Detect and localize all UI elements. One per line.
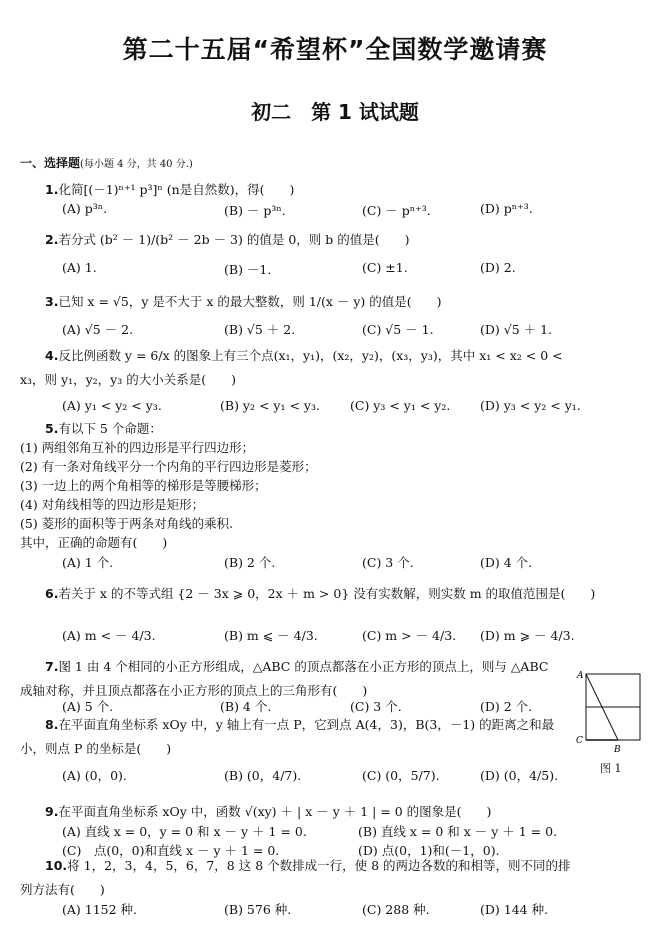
option-b[interactable]: (B) (0，4/7). xyxy=(224,768,302,783)
figure-1-label: 图 1 xyxy=(600,762,622,775)
question-stem: 反比例函数 y = 6/x 的图象上有三个点(x₁，y₁)，(x₂，y₂)，(x₃，y₃)，其中 x₁ < x₂ < 0 < x₃，则 y₁，y₂，y₃ 的大小关系是( ) xyxy=(20,348,563,387)
option-c[interactable]: (C) (0，5/7). xyxy=(362,768,440,783)
option-b[interactable]: (B) y₂ < y₁ < y₃. xyxy=(220,398,320,413)
option-b[interactable]: (B) － p³ⁿ. xyxy=(224,203,286,218)
option-b[interactable]: (B) －1. xyxy=(224,262,272,277)
option-a[interactable]: (A) 1 个. xyxy=(62,555,114,570)
point-b-label: B xyxy=(614,745,621,754)
question-stem: 图 1 由 4 个相同的小正方形组成，△ABC 的顶点都落在小正方形的顶点上，则与 △ABC 成轴对称，并且顶点都落在小正方形的顶点上的三角形有( ) xyxy=(20,659,549,698)
option-c[interactable]: (C) 3 个. xyxy=(362,555,414,570)
option-d[interactable]: (D) 144 种. xyxy=(480,902,549,917)
option-b[interactable]: (B) 4 个. xyxy=(220,699,272,714)
statement-4: (4) 对角线相等的四边形是矩形； xyxy=(20,497,205,512)
option-c[interactable]: (C) ±1. xyxy=(362,260,408,275)
section-title: 一、选择题 xyxy=(20,156,81,170)
option-b[interactable]: (B) 直线 x = 0 和 x － y ＋ 1 = 0. xyxy=(358,824,558,839)
option-a[interactable]: (A) m < － 4/3. xyxy=(62,628,156,643)
option-d[interactable]: (D) 4 个. xyxy=(480,555,533,570)
question-3: 3.已知 x = √5，y 是不大于 x 的最大整数，则 1/(x － y) 的值是( ) xyxy=(45,294,442,309)
option-d[interactable]: (D) 2 个. xyxy=(480,699,533,714)
option-d[interactable]: (D) 2. xyxy=(480,260,516,275)
option-a[interactable]: (A) √5 － 2. xyxy=(62,322,134,337)
point-a-label: A xyxy=(577,671,584,681)
option-b[interactable]: (B) m ⩽ － 4/3. xyxy=(224,628,318,643)
question-2: 2.若分式 (b² － 1)/(b² － 2b － 3) 的值是 0，则 b 的值是( ) xyxy=(45,232,410,247)
option-d[interactable]: (D) y₃ < y₂ < y₁. xyxy=(480,398,581,413)
option-d[interactable]: (D) √5 ＋ 1. xyxy=(480,322,553,337)
option-a[interactable]: (A) 1. xyxy=(62,260,97,275)
option-a[interactable]: (A) 直线 x = 0，y = 0 和 x － y ＋ 1 = 0. xyxy=(62,824,307,839)
option-c[interactable]: (C) 288 种. xyxy=(362,902,430,917)
statement-2: (2) 有一条对角线平分一个内角的平行四边形是菱形； xyxy=(20,459,317,474)
option-d[interactable]: (D) pⁿ⁺³. xyxy=(480,201,533,216)
question-7: 7.图 1 由 4 个相同的小正方形组成，△ABC 的顶点都落在小正方形的顶点上，则与 △ABC 成轴对称，并且顶点都落在小正方形的顶点上的三角形有( ) xyxy=(20,659,549,698)
option-c[interactable]: (C) y₃ < y₁ < y₂. xyxy=(350,398,451,413)
exam-title: 第二十五届“希望杯”全国数学邀请赛 xyxy=(122,35,548,64)
option-d[interactable]: (D) (0，4/5). xyxy=(480,768,559,783)
question-10: 10.将 1，2，3，4，5，6，7，8 这 8 个数排成一行，使 8 的两边各数的和相等，则不同的排列方法有( ) xyxy=(20,858,571,897)
question-stem: 将 1，2，3，4，5，6，7，8 这 8 个数排成一行，使 8 的两边各数的和相等，则不同的排列方法有( ) xyxy=(20,858,571,897)
option-b[interactable]: (B) √5 ＋ 2. xyxy=(224,322,296,337)
statement-3: (3) 一边上的两个角相等的梯形是等腰梯形； xyxy=(20,478,267,493)
option-d[interactable]: (D) m ⩾ － 4/3. xyxy=(480,628,575,643)
option-c[interactable]: (C) － pⁿ⁺³. xyxy=(362,203,431,218)
question-9: 9.在平面直角坐标系 xOy 中，函数 √(xy) ＋ | x － y ＋ 1 | = 0 的图象是( ) xyxy=(45,804,492,819)
figure-1-grid xyxy=(576,668,648,754)
option-c[interactable]: (C) m > － 4/3. xyxy=(362,628,457,643)
question-stem: 有以下 5 个命题： xyxy=(58,421,162,436)
option-a[interactable]: (A) 1152 种. xyxy=(62,902,138,917)
statement-1: (1) 两组邻角互补的四边形是平行四边形； xyxy=(20,440,255,455)
option-b[interactable]: (B) 2 个. xyxy=(224,555,276,570)
question-stem: 已知 x = √5，y 是不大于 x 的最大整数，则 1/(x － y) 的值是( ) xyxy=(58,294,442,309)
section-heading xyxy=(20,154,193,171)
option-c[interactable]: (C) 点(0，0)和直线 x － y ＋ 1 = 0. xyxy=(62,843,280,858)
option-c[interactable]: (C) √5 － 1. xyxy=(362,322,434,337)
question-8: 8.在平面直角坐标系 xOy 中，y 轴上有一点 P，它到点 A(4，3)，B(3，－1) 的距离之和最小，则点 P 的坐标是( ) xyxy=(20,717,555,756)
question-1: 1.化简[(－1)ⁿ⁺¹ p³]ⁿ (n是自然数)，得( ) xyxy=(45,182,295,197)
question-stem: 若关于 x 的不等式组 {2 － 3x ⩾ 0，2x ＋ m > 0} 没有实数解，则实数 m 的取值范围是( ) xyxy=(58,586,596,601)
question-stem: 在平面直角坐标系 xOy 中，函数 √(xy) ＋ | x － y ＋ 1 | = 0 的图象是( ) xyxy=(58,804,492,819)
exam-subtitle: 初二 第 1 试试题 xyxy=(251,100,419,124)
option-a[interactable]: (A) (0，0). xyxy=(62,768,127,783)
option-c[interactable]: (C) 3 个. xyxy=(350,699,402,714)
option-a[interactable]: (A) y₁ < y₂ < y₃. xyxy=(62,398,162,413)
question-stem: 化简[(－1)ⁿ⁺¹ p³]ⁿ (n是自然数)，得( ) xyxy=(58,182,295,197)
point-c-label: C xyxy=(576,736,583,746)
option-a[interactable]: (A) p³ⁿ. xyxy=(62,201,108,216)
question-6: 6.若关于 x 的不等式组 {2 － 3x ⩾ 0，2x ＋ m > 0} 没有实数解，则实数 m 的取值范围是( ) xyxy=(45,586,596,601)
section-note: (每小题 4 分，共 40 分.) xyxy=(80,159,193,170)
question-5: 5.有以下 5 个命题： xyxy=(45,421,162,436)
option-b[interactable]: (B) 576 种. xyxy=(224,902,292,917)
question-stem: 在平面直角坐标系 xOy 中，y 轴上有一点 P，它到点 A(4，3)，B(3，－1) 的距离之和最小，则点 P 的坐标是( ) xyxy=(20,717,555,756)
statement-5: (5) 菱形的面积等于两条对角线的乘积. xyxy=(20,516,234,531)
question-stem: 若分式 (b² － 1)/(b² － 2b － 3) 的值是 0，则 b 的值是( ) xyxy=(58,232,410,247)
option-a[interactable]: (A) 5 个. xyxy=(62,699,114,714)
statement-tail: 其中，正确的命题有( ) xyxy=(20,535,168,550)
question-4: 4.反比例函数 y = 6/x 的图象上有三个点(x₁，y₁)，(x₂，y₂)，(x₃，y₃)，其中 x₁ < x₂ < 0 < x₃，则 y₁，y₂，y₃ 的大小关系是( ) xyxy=(20,348,563,387)
option-d[interactable]: (D) 点(0，1)和(－1，0). xyxy=(358,843,500,858)
